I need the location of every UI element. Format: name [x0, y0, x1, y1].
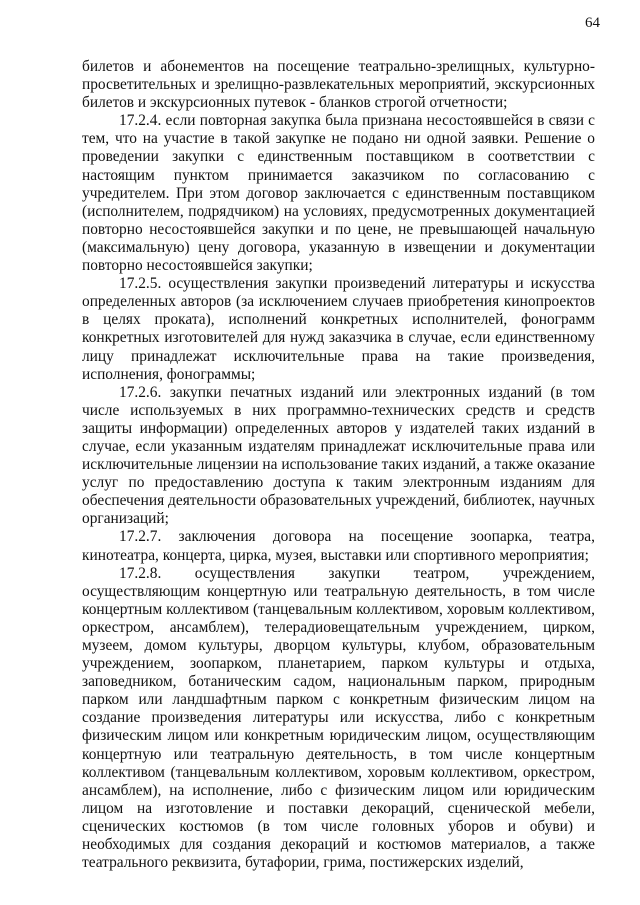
paragraph-17-2-5: 17.2.5. осуществления закупки произведений литературы и искусства определенных авторов (за исключением случаев приобретения кинопроектов в целях проката), исполнений конкретных исполнителей, фонограмм конкретных изготовителей для нужд заказчика в случае, если единственному лицу принадлежат исключительные права на такие произведения, исполнения, фонограммы; — [82, 275, 595, 383]
paragraph-17-2-4: 17.2.4. если повторная закупка была признана несостоявшейся в связи с тем, что на участие в такой закупке не подано ни одной заявки. Решение о проведении закупки с единственным поставщиком в соответствии с настоящим пунктом принимается заказчиком по согласованию с учредителем. При этом договор заключается с единственным поставщиком (исполнителем, подрядчиком) на условиях, предусмотренных документацией повторно несостоявшейся закупки и по цене, не превышающей начальную (максимальную) цену договора, указанную в извещении и документации повторно несостоявшейся закупки; — [82, 112, 595, 275]
paragraph-17-2-6: 17.2.6. закупки печатных изданий или электронных изданий (в том числе используемых в них программно-технических средств и средств защиты информации) определенных авторов у издателей таких изданий в случае, если указанным издателям принадлежат исключительные права или исключительные лицензии на использование таких изданий, а также оказание услуг по предоставлению доступа к таким электронным изданиям для обеспечения деятельности образовательных учреждений, библиотек, научных организаций; — [82, 383, 595, 528]
paragraph-17-2-7: 17.2.7. заключения договора на посещение зоопарка, театра, кинотеатра, концерта, цирка, музея, выставки или спортивного мероприятия; — [82, 528, 595, 564]
page-number: 64 — [585, 15, 600, 31]
paragraph-continuation: билетов и абонементов на посещение театрально-зрелищных, культурно-просветительных и зрелищно-развлекательных мероприятий, экскурсионных билетов и экскурсионных путевок - бланков строгой отчетности; — [82, 58, 595, 112]
document-body — [82, 58, 595, 872]
paragraph-17-2-8: 17.2.8. осуществления закупки театром, учреждением, осуществляющим концертную или театральную деятельность, в том числе концертным коллективом (танцевальным коллективом, хоровым коллективом, оркестром, ансамблем), телерадиовещательным учреждением, цирком, музеем, домом культуры, дворцом культуры, клубом, образовательным учреждением, зоопарком, планетарием, парком культуры и отдыха, заповедником, ботаническим садом, национальным парком, природным парком или ландшафтным парком с конкретным физическим лицом на создание произведения литературы или искусства, либо с конкретным физическим лицом или конкретным юридическим лицом, осуществляющим концертную или театральную деятельность, в том числе концертным коллективом (танцевальным коллективом, хоровым коллективом, оркестром, ансамблем), на исполнение, либо с физическим лицом или юридическим лицом на изготовление и поставки декораций, сценической мебели, сценических костюмов (в том числе головных уборов и обуви) и необходимых для создания декораций и костюмов материалов, а также театрального реквизита, бутафории, грима, постижерских изделий, — [82, 564, 595, 872]
